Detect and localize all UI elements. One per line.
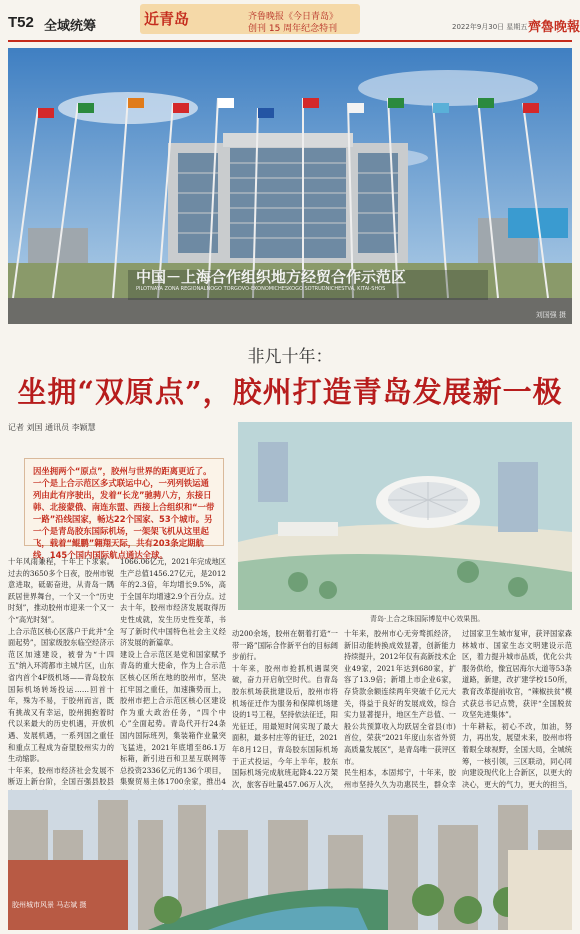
section-title: 全域统筹 [44, 19, 97, 34]
article-column-1: 十年风雨兼程，十年上下求索。过去的3650多个日夜，胶州市锐意进取，砥砺奋进，从青岛一隅跃居世界舞台，一个又一个“历史时刻”，推动胶州市迎来一个又一个“高光时刻”。 上合示范区核心区落户于此并“全面起势”，国家级胶东临空经济示范区加速建设，被誉为“十四五”纳入环湾都市主城片区，山东省内首个4F级机场——青岛胶东国际机场转场投运……回首十年，殊为不易，于胶州而言，既有挑战又有幸运，胶州拥抱着时代以来最大的历史机遇，开放机遇、发展机遇，一系列国之重任和重点工程成为奋望胶州实力的生动缩影。 十年来，胶州市经济社会发展不断迈上新台阶，全国百强县胶县 [8, 557, 114, 787]
anniversary-banner [140, 4, 360, 34]
article-column-5: 过国家卫生城市复审，获评国家森林城市、国家生态文明建设示范区，着力提升城市品质，优化公共服务供给，像宜居海尔大道等53条道路，新建，改扩建学校150所，教育改革提前收官，“辣椒扶贫”模式获总书记点赞，获评“全国脱贫攻坚先进集体”。 十年耕耘，初心不改，加油，努力，再出发，展望未来，胶州市将着眼全球视野，全国大局，全城统筹，一核引领，三区联动，同心同向建设现代化上合新区，以更大的决心，更大的气力，更大的担当， [462, 629, 572, 789]
expo-center-caption: 青岛·上合之珠国际博览中心效果图。 [370, 615, 485, 623]
city-photo [8, 790, 572, 930]
byline: 记者 刘国 通讯员 李颖慧 [8, 423, 96, 432]
banner-line-2: 创刊 15 周年纪念特刊 [248, 24, 338, 34]
summary-box: 因坐拥两个“原点”，胶州与世界的距离更近了。一个是上合示范区多式联运中心，一列列铁运通列由此有序驶出，发着“长龙”驰骋八方，东接日韩、北接蒙俄、南连东盟、西接上合组织和“一带一路”沿线国家，畅达22个国家、53个城市。另一个是青岛胶东国际机场，一架架飞机从这里起飞，载着“鲲鹏”翱翔天际，共有203条定期航线，145个国内国际航点通达全球。 [24, 458, 224, 546]
expo-center-rendering [238, 422, 572, 610]
demo-zone-sign: 中国－上海合作组织地方经贸合作示范区 [136, 268, 407, 286]
page-number: T52 [8, 14, 34, 31]
issue-date: 2022年9月30日 星期五 [452, 23, 528, 31]
kicker: 非凡十年： [247, 347, 333, 367]
headline: 坐拥“双原点”，胶州打造青岛发展新一极 [17, 375, 563, 409]
banner-line-1: 齐鲁晚报《今日青岛》 [248, 12, 339, 22]
article-column-2: 1066.06亿元，2021年完成地区生产总值1456.27亿元，是2012年的2.3倍，年均增长9.5%，高于全国年均增速2.9个百分点。过去十年，胶州市经济发展取得历史性成就，发生历史性变革，书写了新时代中国特色社会主义经济发展的新篇章。 建设上合示范区是党和国家赋予青岛的重大使命，作为上合示范区核心区所在地的胶州市，坚决扛牢国之重任，加速撕势而上，胶州市把上合示范区核心区建设作为重大政治任务，“四个中心”全面起势。青岛代开行24条国内国际班列，集装箱作业量突飞猛进，2021年底增至86.1万标箱，新引进百和卫星互联网等总投资2336亿元的136个项目，集聚贸易主体1700余家，推出4 [120, 557, 226, 787]
newspaper-logo: 齊魯晚報 [528, 20, 580, 35]
page-header [0, 0, 580, 42]
article-column-4: 十年来，胶州市心无旁骛抓经济，新旧动能转换成效显著，创新能力持续提升，2012年仅有高新技术企业49家，2021年达到680家，扩容了13.9倍；新增上市企业6家，存贷款余额连续两年突破千亿元大关，得益于良好的发展成效，综合实力显著提升，地区生产总值、一般公共预算收入均跃居全省县(市)首位，荣获“2021年度山东省外贸高质量发展区”，是青岛唯一获评区市。 民生相本，本固邦宁，十年来，胶州市坚持久久为功惠民生，群众幸 [344, 629, 456, 789]
banner-tag: 近青岛 [144, 10, 190, 28]
top-photo [8, 48, 572, 324]
demo-zone-sign-en: PILOTNAYA ZONA REGIONALNOGO TORGOVO-EKONOMICHESKOGO SOTRUDNICHESTVA, KITAI-SHOS [136, 286, 386, 292]
city-photo-caption: 胶州城市风景 马志斌 摄 [12, 901, 87, 909]
header-rule [8, 40, 572, 42]
article-column-3: 动200余场，胶州在朝着打造“一带一路”国际合作新平台的目标阔步前行。 十年来，胶州市抢抓机遇谋突破，奋力开启航空时代。自青岛胶东机场获批建设后，胶州市将机场征迁作为服务和保障机场建设的1号工程，坚持依法征迁，阳光征迁，用最短时间实现了最大面积，最多村庄等的征迁，2021年8月12日，青岛胶东国际机场于正式投运，今年上半年，胶东国际机场完成航班起降4.22万架次，旅客吞吐量457.06万人次， [232, 629, 338, 789]
photo-credit: 刘国强 摄 [535, 311, 566, 319]
